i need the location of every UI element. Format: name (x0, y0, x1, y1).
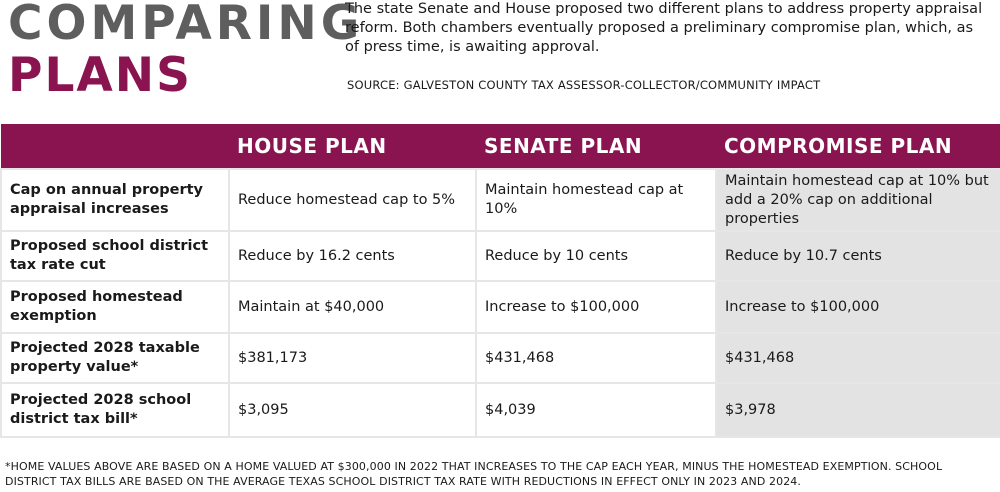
house-cell: $381,173 (229, 333, 476, 383)
compromise-cell: $3,978 (716, 383, 1000, 437)
row-label: Projected 2028 taxable property value* (1, 333, 229, 383)
source-credit: SOURCE: GALVESTON COUNTY TAX ASSESSOR-COLLECTOR/COMMUNITY IMPACT (347, 78, 821, 92)
senate-cell: Increase to $100,000 (476, 281, 716, 333)
footnote: *HOME VALUES ABOVE ARE BASED ON A HOME VALUED AT $300,000 IN 2022 THAT INCREASES TO THE CAP EACH YEAR, MINUS THE HOMESTEAD EXEMPTION. SCHOOL DISTRICT TAX BILLS ARE BASED ON THE AVERAGE TEXAS SCHOOL DISTRICT TAX RATE WITH REDUCTIONS IN EFFECT ONLY IN 2023 AND 2024. (5, 460, 943, 488)
table-row (1, 333, 1000, 383)
graphic-title (8, 0, 363, 102)
header-senate-plan: SENATE PLAN (476, 124, 716, 169)
title-line-plans: PLANS (8, 48, 192, 103)
compromise-cell: Increase to $100,000 (716, 281, 1000, 333)
table-row (1, 231, 1000, 281)
table-row (1, 169, 1000, 231)
row-label: Projected 2028 school district tax bill* (1, 383, 229, 437)
comparison-table (0, 124, 1000, 438)
house-cell: Maintain at $40,000 (229, 281, 476, 333)
table-header-row (1, 124, 1000, 169)
intro-text: The state Senate and House proposed two different plans to address property appraisal reform. Both chambers eventually proposed a preliminary compromise plan, which, as of press time, is awaiting approval. (345, 1, 983, 55)
row-label: Proposed school district tax rate cut (1, 231, 229, 281)
senate-cell: $431,468 (476, 333, 716, 383)
house-cell: Reduce homestead cap to 5% (229, 169, 476, 231)
house-cell: Reduce by 16.2 cents (229, 231, 476, 281)
senate-cell: Maintain homestead cap at 10% (476, 169, 716, 231)
header-compromise-plan: COMPROMISE PLAN (716, 124, 1000, 169)
table-row (1, 281, 1000, 333)
house-cell: $3,095 (229, 383, 476, 437)
row-label: Cap on annual property appraisal increases (1, 169, 229, 231)
title-line-comparing: COMPARING (8, 0, 364, 51)
senate-cell: Reduce by 10 cents (476, 231, 716, 281)
header-blank (1, 124, 229, 169)
compromise-cell: Reduce by 10.7 cents (716, 231, 1000, 281)
table-row (1, 383, 1000, 437)
header-house-plan: HOUSE PLAN (229, 124, 476, 169)
compromise-cell: $431,468 (716, 333, 1000, 383)
compromise-cell: Maintain homestead cap at 10% but add a 20% cap on additional properties (716, 169, 1000, 231)
senate-cell: $4,039 (476, 383, 716, 437)
row-label: Proposed homestead exemption (1, 281, 229, 333)
